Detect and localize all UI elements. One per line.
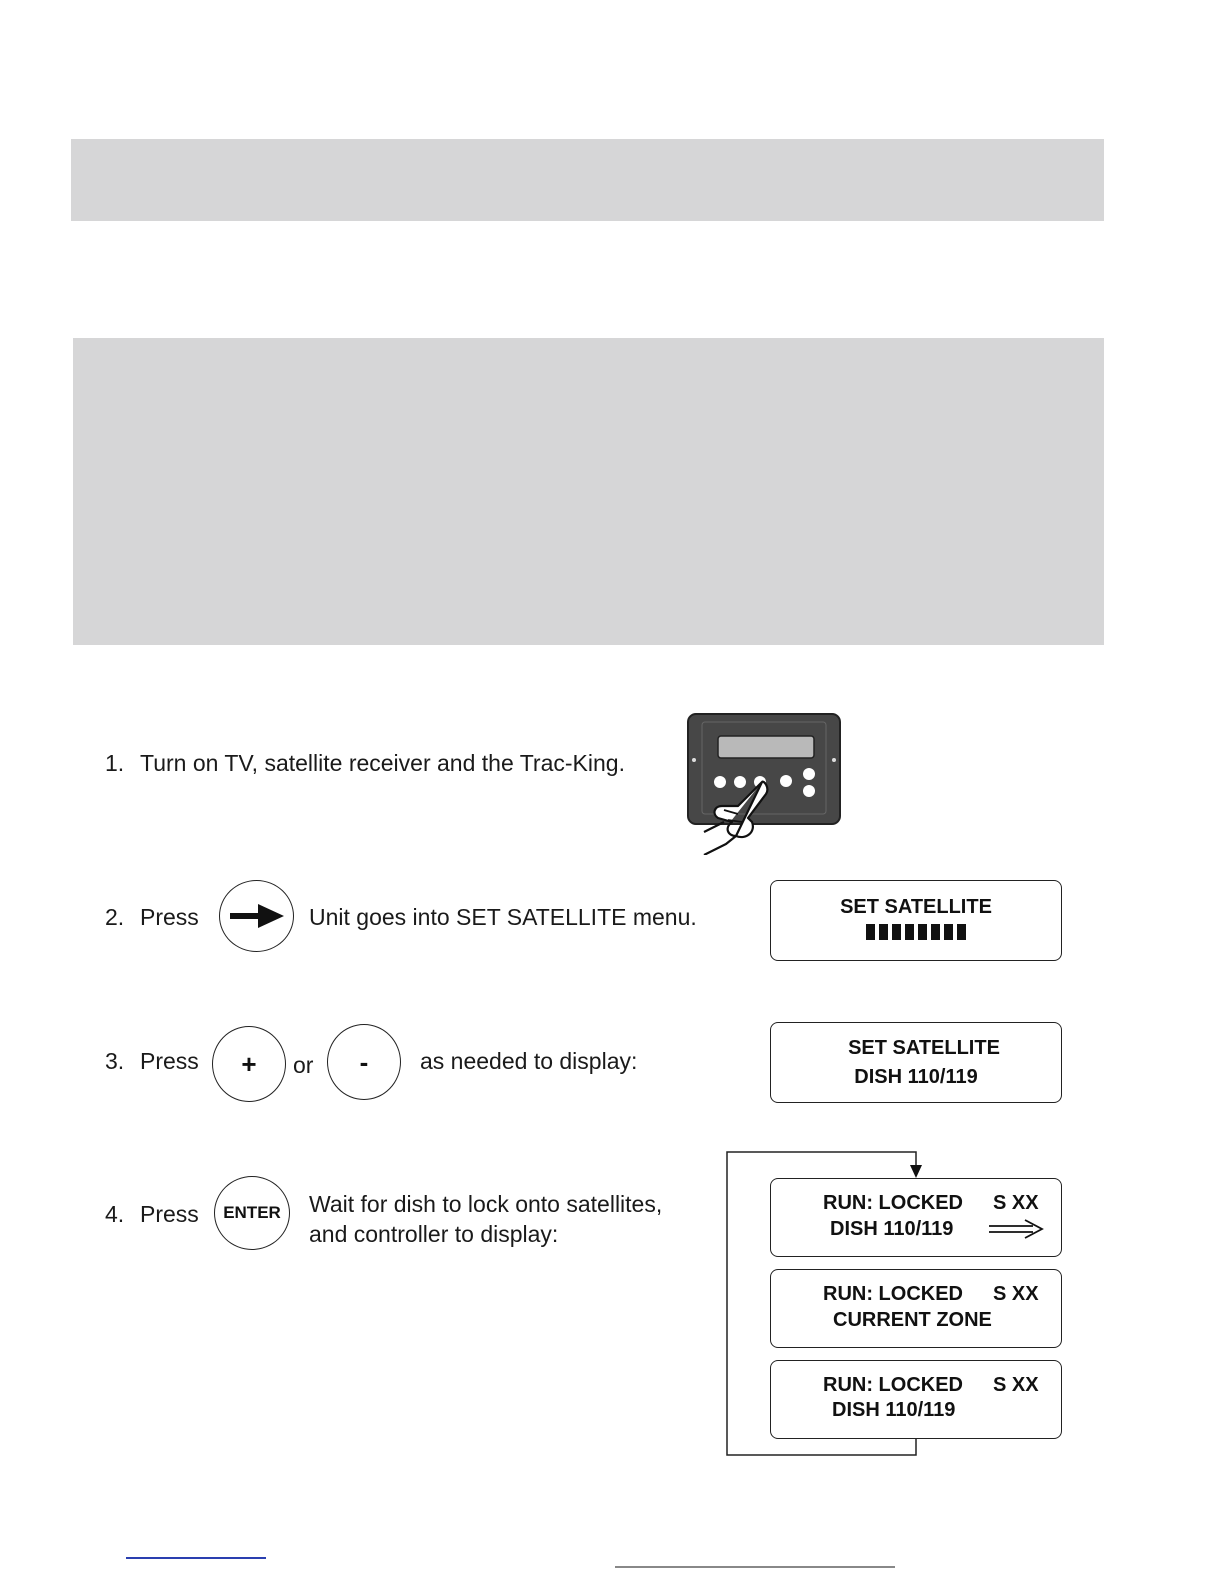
controller-hand-icon	[680, 710, 850, 855]
signal-bars	[771, 924, 1061, 940]
lcd-line-1: SET SATELLITE	[848, 1037, 1000, 1059]
lcd-run-locked-1	[770, 1178, 1062, 1257]
step-4-press: Press	[140, 1201, 199, 1227]
step-2-text: Unit goes into SET SATELLITE menu.	[309, 904, 697, 930]
lcd-line-2: CURRENT ZONE	[833, 1309, 992, 1331]
enter-button[interactable]	[214, 1176, 290, 1250]
lcd-line-2: DISH 110/119	[830, 1218, 954, 1240]
header-band	[71, 139, 1104, 221]
intro-band	[73, 338, 1104, 645]
plus-label: +	[241, 1049, 257, 1079]
lcd-line-1: RUN: LOCKED	[823, 1192, 963, 1214]
lcd-line-1: SET SATELLITE	[840, 896, 992, 918]
enter-label: ENTER	[223, 1203, 281, 1222]
lcd-set-satellite-dish	[770, 1022, 1062, 1103]
plus-button[interactable]	[212, 1026, 286, 1102]
lcd-line-1: RUN: LOCKED	[823, 1374, 963, 1396]
minus-button[interactable]	[327, 1024, 401, 1100]
step-4-number: 4.	[105, 1201, 125, 1227]
step-3-or: or	[293, 1052, 314, 1078]
footer-rule-link	[126, 1557, 266, 1559]
double-arrow-icon	[987, 1219, 1045, 1239]
footer-rule	[615, 1566, 895, 1568]
step-3-number: 3.	[105, 1048, 125, 1074]
lcd-sat-label: S XX	[993, 1374, 1039, 1396]
lcd-line-2: DISH 110/119	[854, 1066, 978, 1088]
signal-bar	[892, 924, 901, 940]
lcd-line-2: DISH 110/119	[832, 1399, 956, 1421]
signal-bar	[944, 924, 953, 940]
minus-label: -	[359, 1047, 369, 1077]
signal-bar	[879, 924, 888, 940]
lcd-run-locked-2	[770, 1269, 1062, 1348]
right-arrow-icon	[228, 903, 286, 929]
step-1-number: 1.	[105, 750, 125, 776]
signal-bar	[931, 924, 940, 940]
step-4-text-line-2: and controller to display:	[309, 1221, 559, 1247]
step-3-press: Press	[140, 1048, 199, 1074]
lcd-run-locked-3	[770, 1360, 1062, 1439]
step-3-text: as needed to display:	[420, 1048, 638, 1074]
signal-bar	[918, 924, 927, 940]
lcd-set-satellite-bars	[770, 880, 1062, 961]
lcd-sat-label: S XX	[993, 1192, 1039, 1214]
right-arrow-button[interactable]	[219, 880, 294, 952]
signal-bar	[866, 924, 875, 940]
step-2-press: Press	[140, 904, 199, 930]
signal-bar	[957, 924, 966, 940]
step-2-number: 2.	[105, 904, 125, 930]
lcd-sat-label: S XX	[993, 1283, 1039, 1305]
signal-bar	[905, 924, 914, 940]
step-1-text: Turn on TV, satellite receiver and the Trac-King.	[140, 750, 625, 776]
step-4-text-line-1: Wait for dish to lock onto satellites,	[309, 1191, 663, 1217]
lcd-line-1: RUN: LOCKED	[823, 1283, 963, 1305]
